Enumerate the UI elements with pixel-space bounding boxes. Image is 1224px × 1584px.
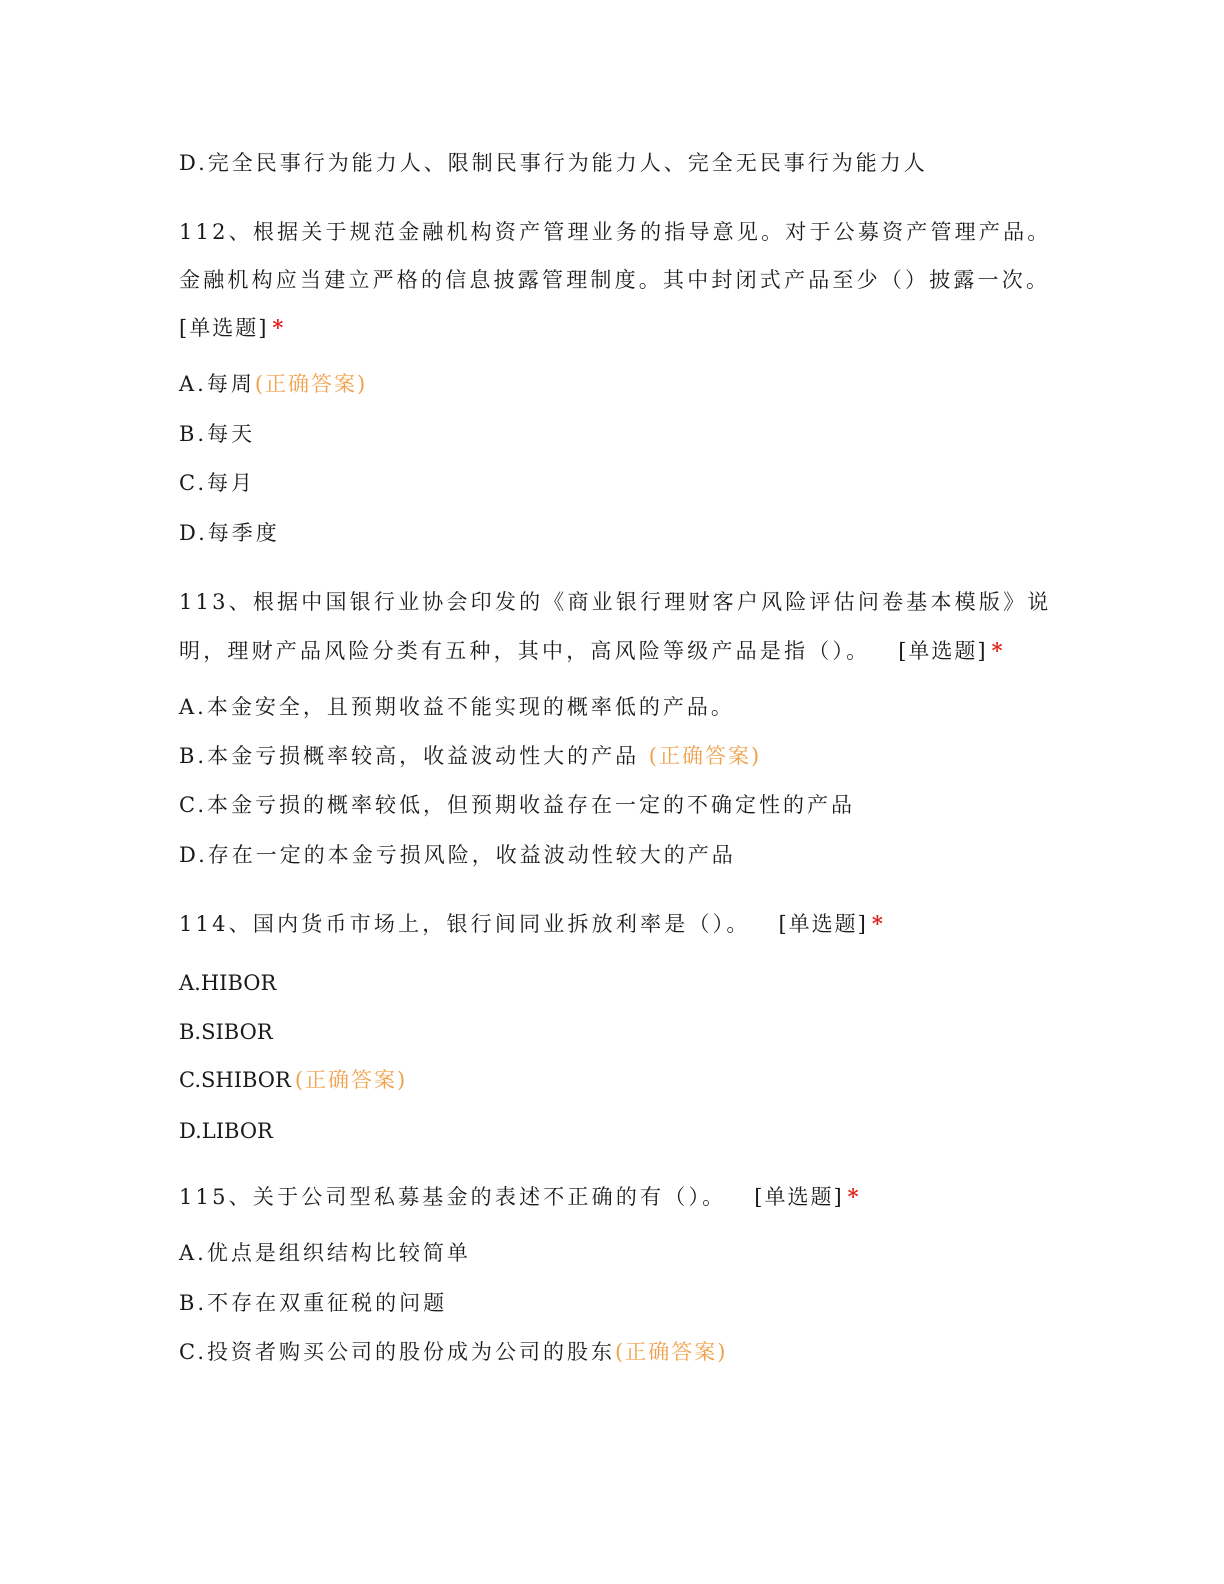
option-text: D.LIBOR (179, 1119, 273, 1143)
question-113-option-a (179, 692, 735, 722)
question-text: 114、国内货币市场上，银行间同业拆放利率是（）。 (179, 912, 751, 936)
option-text: B.不存在双重征税的问题 (179, 1291, 448, 1315)
option-text: A.优点是组织结构比较简单 (179, 1241, 471, 1265)
option-text: C.投资者购买公司的股份成为公司的股东 (179, 1340, 615, 1364)
option-text: A.本金安全，且预期收益不能实现的概率低的产品。 (179, 695, 735, 719)
question-text: 金融机构应当建立严格的信息披露管理制度。其中封闭式产品至少（）披露一次。 (179, 268, 1051, 292)
question-112-option-b (179, 419, 255, 449)
question-113-option-b (179, 741, 761, 771)
required-mark: * (991, 638, 1003, 663)
question-115-option-b (179, 1288, 447, 1318)
correct-answer-badge: (正确答案) (615, 1340, 728, 1364)
question-115-option-c (179, 1337, 727, 1367)
question-112-option-c (179, 468, 255, 498)
correct-answer-badge: (正确答案) (254, 372, 368, 396)
question-114-option-b (179, 1017, 273, 1047)
option-text: B.每天 (179, 422, 256, 446)
question-text: 112、根据关于规范金融机构资产管理业务的指导意见。对于公募资产管理产品。 (179, 220, 1052, 244)
question-114-option-a (179, 968, 276, 998)
question-type: [单选题] (778, 912, 868, 936)
option-text: D.完全民事行为能力人、限制民事行为能力人、完全无民事行为能力人 (179, 151, 928, 175)
question-type: [单选题] (898, 639, 988, 663)
option-text: A.HIBOR (179, 971, 277, 995)
option-text: D.每季度 (179, 521, 280, 545)
question-114-option-c (179, 1065, 407, 1095)
option-text: A.每周 (179, 372, 255, 396)
prev-option-d (179, 148, 928, 178)
question-113-line-2 (179, 636, 1003, 666)
option-text: D.存在一定的本金亏损风险，收益波动性较大的产品 (179, 843, 736, 867)
question-text: 115、关于公司型私募基金的表述不正确的有（）。 (179, 1185, 727, 1209)
required-mark: * (847, 1184, 859, 1209)
required-mark: * (272, 315, 284, 340)
question-115-option-a (179, 1238, 471, 1268)
option-text: C.SHIBOR (179, 1068, 291, 1092)
correct-answer-badge: (正确答案) (648, 744, 762, 768)
question-type: [单选题] (754, 1185, 844, 1209)
option-text: C.本金亏损的概率较低，但预期收益存在一定的不确定性的产品 (179, 793, 855, 817)
question-112-option-a (179, 369, 367, 399)
question-text: 明，理财产品风险分类有五种，其中，高风险等级产品是指（）。 (179, 639, 871, 663)
question-115-line-1 (179, 1182, 859, 1212)
question-112-option-d (179, 518, 280, 548)
question-114-line-1 (179, 909, 883, 939)
question-112-type-line (179, 313, 283, 343)
question-112-line-1 (179, 217, 1051, 247)
question-114-option-d (179, 1116, 273, 1146)
question-112-line-2 (179, 265, 1050, 295)
option-text: B.SIBOR (179, 1020, 273, 1044)
option-text: C.每月 (179, 471, 255, 495)
option-text: B.本金亏损概率较高，收益波动性大的产品 (179, 744, 640, 768)
correct-answer-badge: (正确答案) (294, 1068, 408, 1092)
question-113-option-c (179, 790, 855, 820)
question-113-line-1 (179, 587, 1051, 617)
question-113-option-d (179, 840, 736, 870)
question-text: 113、根据中国银行业协会印发的《商业银行理财客户风险评估问卷基本模版》说 (179, 590, 1052, 614)
question-type: [单选题] (179, 316, 269, 340)
required-mark: * (871, 911, 883, 936)
